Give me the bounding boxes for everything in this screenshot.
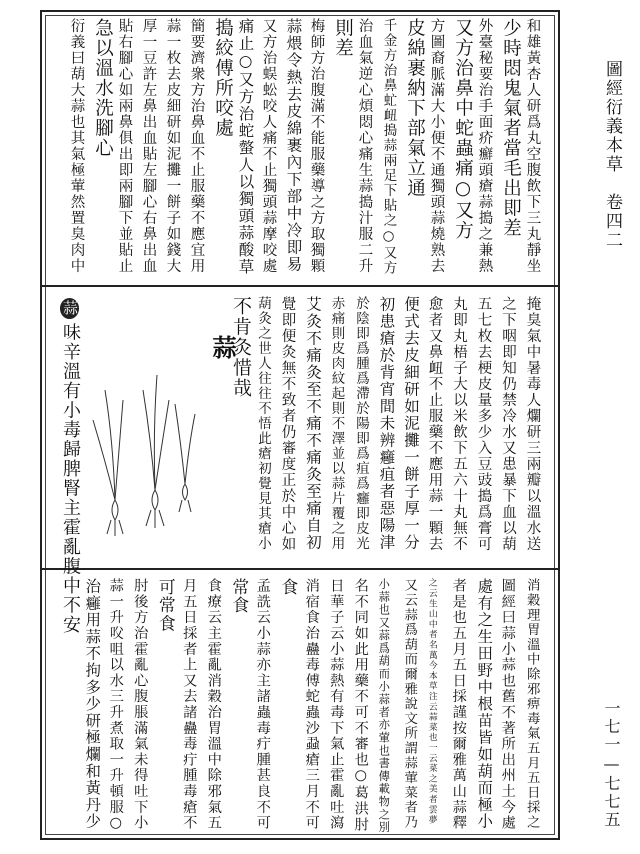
entry-heading: 蒜 <box>208 335 237 359</box>
text-column: 赤痛則皮肉紋起則不澤並以蒜片覆之用 <box>328 296 345 551</box>
text-column: 千金方治鼻虻衄搗蒜兩足下貼之○又方 <box>380 18 397 276</box>
text-column: 消穀理胃溫中除邪痹毒氣五月五日採之 <box>524 578 540 830</box>
text-column: 於陰即爲腫爲滯於陽即爲疽爲癰即皮光 <box>353 296 369 551</box>
text-column: 衍義曰葫大蒜也其氣極葷然置臭肉中 <box>68 18 85 274</box>
text-column: 不肯灸惜哉 <box>230 296 252 399</box>
text-column: 肘後方治霍亂心腹脹滿氣未得吐下小 <box>132 578 149 831</box>
text-column: 小蒜也又蒜爲葫而小蒜者亦葷也書傳載物之別 <box>377 578 391 834</box>
text-column: 便式去皮細研如泥攤一餅子厚一分 <box>402 296 420 551</box>
text-column: 外臺秘要治手面疥癬頭瘡蒜搗之兼熱 <box>476 18 493 274</box>
text-column: 治血氣逆心煩悶心痛生蒜搗汁服二升 <box>356 18 373 274</box>
text-column: 痛止○又方治蛇螫人以獨頭蒜酸草 <box>236 18 255 276</box>
text-column: 又方治鼻中蛇蟲痛○又方 <box>452 18 474 241</box>
entry-note <box>60 298 79 635</box>
text-column: 名不同如此用藥不可不審也○葛洪肘 <box>352 578 369 833</box>
text-column: 和雄黃杏人研爲丸空腹飲下三丸靜坐 <box>524 18 541 274</box>
text-column: 貼右腳心如兩鼻俱出即兩腳下並貼止 <box>116 18 133 274</box>
text-column: 日華子云小蒜熱有毒下氣止霍亂吐瀉 <box>328 578 345 831</box>
text-column: 者是也五月五日採謹按爾雅萬山蒜釋 <box>450 578 467 831</box>
section-divider <box>40 285 560 287</box>
text-column: 消宿食治蠱毒傅蛇蟲沙蝨瘡三月不可 <box>303 578 320 831</box>
text-column: 治癰用蒜不拘多少研極爛和黃丹少 <box>83 578 102 830</box>
text-column: 葫灸之世人往往不悟此瘡初覺見其瘡小 <box>255 296 271 551</box>
text-column: 初患瘡於背宵間未辨癰疽者惡陽津 <box>377 296 396 551</box>
text-column: 蒜一枚去皮細研如泥攤一餅子如錢大 <box>164 18 181 274</box>
text-column: 之云生山中者名萬今本草注云蒜菜也一云菜之美者雲夢 <box>426 578 437 826</box>
text-column: 則差 <box>332 18 354 58</box>
text-column: 簡要濟衆方治鼻血不止服藥不應宜用 <box>188 18 205 274</box>
page-number: 一七一—七七五 <box>602 700 621 829</box>
text-column: 愈者又鼻衄不止服藥不應用蒜一顆去 <box>426 296 443 552</box>
text-column: 急以溫水洗腳心 <box>92 18 114 158</box>
text-column: 月五日採者上又去諸蠱毒疔腫毒瘡不 <box>181 578 198 831</box>
text-column: 圖經曰蒜小蒜也舊不著所出州土今處 <box>499 578 516 831</box>
text-column: 蒜煨令熱去皮綿裹內下部中冷即易 <box>284 18 303 273</box>
text-column: 厚一豆許左鼻出血貼左腳心右鼻出血 <box>140 18 157 274</box>
text-column: 梅師方治腹滿不能服藥導之方取獨顆 <box>308 18 325 274</box>
text-column: 食療云主霍亂消穀治胃溫中除邪氣五 <box>205 578 222 831</box>
text-column: 可常食 <box>156 578 177 633</box>
text-column: 皮綿裹納下部氣立通 <box>404 18 426 198</box>
text-column: 又方治蜈蚣咬人痛不止獨頭蒜摩咬處 <box>260 18 277 274</box>
book-title: 圖經衍義本草 卷四二 <box>602 60 622 250</box>
garlic-illustration <box>85 370 205 550</box>
text-column: 之下咽即知仍禁冷水又患暴下血以葫 <box>500 296 516 552</box>
section-divider <box>40 568 560 570</box>
text-column: 蒜一升㕮咀以水三升煮取一升頓服○ <box>107 578 124 833</box>
text-column: 掩臭氣中暑毒人爛研三兩瓣以溫水送 <box>524 296 541 552</box>
text-column: 覺即便灸無不致者仍審度正於中心如 <box>279 296 296 552</box>
text-column: 方圖裔脈滿大小便不通獨頭蒜燒熟去 <box>428 18 445 274</box>
text-column: 常食 <box>229 578 250 615</box>
text-column: 又云蒜爲葫而爾雅說文所謂蒜葷菜者乃 <box>401 578 417 830</box>
text-column: 搗絞傅所咬處 <box>212 18 234 138</box>
text-column: 孟詵云小蒜亦主諸蟲毒疔腫甚良不可 <box>254 578 271 831</box>
entry-seal: 蒜 <box>61 300 79 317</box>
text-column: 少時悶鬼氣者當毛出即差 <box>500 18 522 238</box>
text-column: 五七枚去梗皮量多少入豆豉搗爲膏可 <box>475 296 492 552</box>
text-column: 艾灸不痛灸至不痛不痛灸至痛自初 <box>304 296 322 551</box>
text-column: 食 <box>278 578 299 597</box>
text-column: 丸即丸梧子大以米飲下五六十丸無不 <box>451 296 467 552</box>
entry-note-text: 味辛溫有小毒歸脾腎主霍亂腹中不安 <box>60 322 81 635</box>
text-column: 處有之生田野中根苗皆如葫而極小 <box>475 578 494 830</box>
